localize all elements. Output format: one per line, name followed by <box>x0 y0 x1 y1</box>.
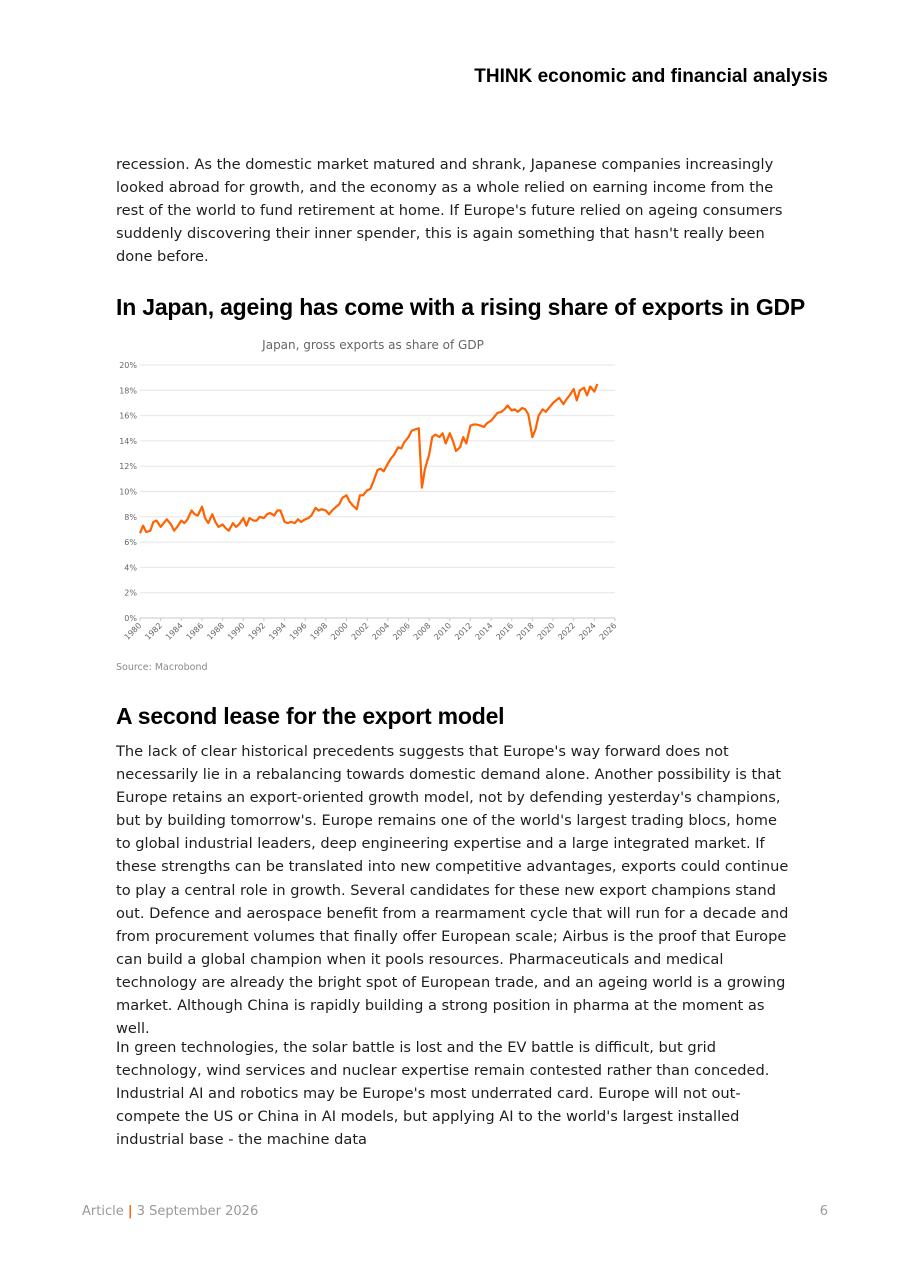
x-tick-label: 2022 <box>556 621 578 642</box>
body-paragraph-1: The lack of clear historical precedents suggests that Europe's way forward does not necessarily lie in a rebalancing towards domestic demand alone. Another possibility is that Europe retains an export-oriented growth model, not by defending yesterday's champions, but by building tomorrow's. Europe remains one of the world's largest trading blocs, home to global industrial leaders, deep engineering expertise and a large integrated market. If these strengths can be translated into new competitive advantages, exports could continue to play a central role in growth. Several candidates for these new export champions stand out. Defence and aerospace benefit from a rearmament cycle that will run for a decade and from procurement volumes that finally offer European scale; Airbus is the proof that Europe can build a global champion when it pools resources. Pharmaceuticals and medical technology are already the bright spot of European trade, and an ageing world is a growing market. Although China is rapidly building a strong position in pharma at the moment as well. <box>116 743 789 1038</box>
chart-source: Source: Macrobond <box>116 662 208 673</box>
x-tick-label: 1994 <box>267 621 288 642</box>
y-tick-label: 12% <box>119 462 137 472</box>
x-tick-label: 2020 <box>535 621 557 642</box>
x-tick-label: 2006 <box>391 621 412 642</box>
x-tick-label: 2000 <box>329 621 350 642</box>
y-tick-label: 0% <box>124 614 137 623</box>
y-tick-label: 8% <box>124 512 137 522</box>
y-tick-label: 18% <box>119 386 137 396</box>
footer-date: 3 September 2026 <box>136 1204 259 1219</box>
body-paragraph-2: In green technologies, the solar battle is lost and the EV battle is difficult, but grid technology, wind services and nuclear expertise remain contested rather than conceded. Industrial AI and robotics may be Europe's most underrated card. Europe will not out-compete the US or China in AI models, but applying AI to the world's largest installed industrial base - the machine data <box>116 1039 770 1149</box>
x-tick-label: 2018 <box>515 621 536 642</box>
x-tick-label: 1990 <box>225 621 247 642</box>
publication-title: THINK economic and financial analysis <box>474 66 828 87</box>
y-tick-label: 2% <box>124 588 137 598</box>
y-tick-label: 4% <box>124 563 137 573</box>
y-tick-label: 20% <box>119 361 137 370</box>
footer-label: Article <box>82 1204 124 1219</box>
x-tick-label: 2026 <box>597 621 619 642</box>
y-tick-label: 16% <box>119 411 137 421</box>
x-tick-label: 1980 <box>122 621 144 642</box>
chart-title: Japan, gross exports as share of GDP <box>262 338 484 352</box>
series-line <box>140 384 597 533</box>
x-tick-label: 1992 <box>246 621 268 642</box>
x-tick-label: 2008 <box>411 621 433 642</box>
x-tick-label: 2014 <box>473 621 495 642</box>
x-tick-label: 2016 <box>494 621 516 642</box>
chart-container <box>110 332 630 650</box>
x-tick-label: 2024 <box>577 621 598 642</box>
page-number: 6 <box>819 1204 828 1219</box>
x-tick-label: 1988 <box>205 621 227 642</box>
footer-meta <box>82 1204 258 1219</box>
x-tick-label: 1984 <box>163 621 185 642</box>
x-tick-label: 2002 <box>349 621 371 642</box>
line-chart <box>110 332 630 650</box>
footer-separator: | <box>127 1204 133 1219</box>
x-tick-label: 1998 <box>308 621 330 642</box>
y-tick-label: 14% <box>119 436 137 446</box>
chart-heading: In Japan, ageing has come with a rising share of exports in GDP <box>116 294 806 320</box>
x-tick-label: 1996 <box>287 621 309 642</box>
y-tick-label: 10% <box>119 487 137 497</box>
y-tick-label: 6% <box>124 538 137 548</box>
x-tick-label: 1982 <box>143 621 165 642</box>
x-tick-label: 1986 <box>184 621 206 642</box>
x-tick-label: 2012 <box>453 621 474 642</box>
intro-paragraph: recession. As the domestic market matured and shrank, Japanese companies increasingly looked abroad for growth, and the economy as a whole relied on earning income from the rest of the world to fund retirement at home. If Europe's future relied on ageing consumers suddenly discovering their inner spender, this is again something that hasn't really been done before. <box>116 156 783 266</box>
x-tick-label: 2010 <box>432 621 454 642</box>
section-heading: A second lease for the export model <box>116 703 505 729</box>
x-tick-label: 2004 <box>370 621 392 642</box>
